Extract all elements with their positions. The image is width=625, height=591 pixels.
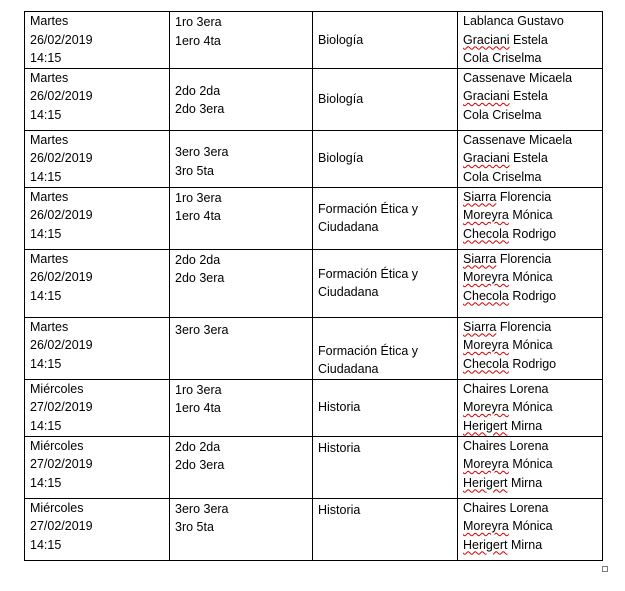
subject-line: Formación Ética y [318,201,419,216]
date-cell [25,187,170,249]
teacher-surname: Moreyra [463,208,509,222]
teacher-name [463,49,602,68]
table-row [25,187,603,249]
teacher-given-name: Mónica [512,338,553,352]
teacher-given-name: Mónica [512,457,553,471]
date-line: 14:15 [30,51,62,65]
subject-line: Biología [318,151,364,166]
teacher-name [463,149,602,168]
course-line: 2do 3era [175,102,225,116]
subject-cell [313,249,458,317]
subject-line: Biología [318,91,364,106]
subject-cell [313,130,458,187]
teacher-given-name: Rodrigo [512,356,557,371]
teacher-given-name: Criselma [492,107,542,122]
teacher-surname: Siarra [463,319,497,334]
teacher-given-name: Mirna [510,418,543,433]
date-cell [25,317,170,379]
table-row [25,436,603,498]
teachers-cell [458,249,603,317]
table-row [25,249,603,317]
teacher-name [463,225,602,244]
subject-cell [313,12,458,69]
teacher-name [463,250,602,269]
table-resize-handle[interactable] [602,566,608,572]
courses-cell [170,249,313,317]
date-line: 14:15 [30,226,62,241]
date-line: 14:15 [30,169,62,184]
date-line: 26/02/2019 [30,338,93,352]
teacher-given-name: Lorena [509,381,549,396]
teacher-given-name: Estela [513,89,548,103]
date-line: 26/02/2019 [30,208,93,222]
courses-cell [170,130,313,187]
table-body [25,12,603,561]
teacher-surname: Moreyra [463,338,509,352]
teacher-surname: Cola [463,51,489,65]
teacher-name [463,106,602,125]
subject-cell [313,68,458,130]
teacher-name [463,536,602,555]
teacher-given-name: Criselma [492,169,542,184]
date-cell [25,130,170,187]
teacher-surname: Cola [463,107,489,122]
table-row [25,12,603,69]
date-line: Miércoles [30,438,84,453]
teacher-name [463,268,602,287]
teacher-name [463,87,602,106]
date-cell [25,249,170,317]
table-row [25,68,603,130]
subject-cell [313,436,458,498]
subject-line: Formación Ética y [318,266,419,281]
course-line: 2do 2da [175,252,221,267]
course-line: 2do 2da [175,83,221,98]
course-line: 3ro 5ta [175,163,214,178]
date-line: 14:15 [30,418,62,433]
teacher-name [463,517,602,536]
date-line: 14:15 [30,356,62,371]
date-line: Martes [30,132,69,147]
teacher-given-name: Criselma [492,51,542,65]
date-line: 27/02/2019 [30,457,93,471]
date-line: Martes [30,14,69,28]
teacher-name [463,455,602,474]
date-line: 26/02/2019 [30,32,93,47]
course-line: 1ero 4ta [175,33,221,48]
subject-cell [313,498,458,560]
teacher-name [463,417,602,436]
teacher-given-name: Mirna [510,537,543,552]
course-line: 1ro 3era [175,382,222,397]
courses-cell [170,436,313,498]
teacher-given-name: Gustavo [517,14,564,28]
subject-cell [313,317,458,379]
date-line: Martes [30,251,69,266]
subject-line: Formación Ética y [318,343,419,358]
courses-cell [170,379,313,436]
teachers-cell [458,12,603,69]
teacher-name [463,355,602,374]
courses-cell [170,68,313,130]
date-line: Martes [30,189,69,204]
date-line: 26/02/2019 [30,89,93,103]
teacher-given-name: Mónica [512,519,553,533]
teacher-given-name: Estela [513,151,548,165]
teacher-name [463,336,602,355]
teachers-cell [458,68,603,130]
course-line: 2do 3era [175,271,225,285]
teacher-surname: Moreyra [463,457,509,471]
teacher-name [463,474,602,493]
subject-line: Historia [318,502,361,517]
date-line: Martes [30,319,69,334]
teacher-surname: Siarra [463,251,497,266]
teacher-name [463,398,602,417]
teacher-name [463,437,602,456]
date-line: 14:15 [30,475,62,490]
teacher-surname: Herigert [463,537,508,552]
course-line: 1ro 3era [175,15,222,29]
subject-line: Ciudadana [318,220,379,234]
date-cell [25,498,170,560]
exam-schedule-table [24,11,603,561]
teacher-surname: Lablanca [463,14,514,28]
course-line: 1ro 3era [175,190,222,205]
teachers-cell [458,379,603,436]
date-cell [25,12,170,69]
teacher-surname: Graciani [463,89,510,103]
teacher-surname: Checola [463,356,509,371]
teacher-surname: Moreyra [463,270,509,284]
table-row [25,317,603,379]
courses-cell [170,317,313,379]
date-line: 27/02/2019 [30,519,93,533]
course-line: 2do 2da [175,439,221,454]
teacher-surname: Cassenave [463,132,526,147]
teacher-given-name: Lorena [509,438,549,453]
teacher-name [463,318,602,337]
teacher-name [463,12,602,31]
teacher-surname: Checola [463,226,509,241]
date-line: 14:15 [30,107,62,122]
subject-cell [313,379,458,436]
teachers-cell [458,436,603,498]
courses-cell [170,498,313,560]
teacher-given-name: Florencia [499,189,552,204]
teacher-name [463,380,602,399]
course-line: 3ero 3era [175,145,229,159]
teacher-given-name: Lorena [509,500,549,515]
date-line: 26/02/2019 [30,270,93,284]
teachers-cell [458,187,603,249]
teacher-name [463,168,602,187]
subject-cell [313,187,458,249]
teacher-surname: Graciani [463,151,510,165]
date-line: 14:15 [30,288,62,303]
date-line: 14:15 [30,537,62,552]
teachers-cell [458,498,603,560]
teacher-given-name: Rodrigo [512,226,557,241]
teacher-surname: Cassenave [463,70,526,85]
date-cell [25,436,170,498]
date-cell [25,379,170,436]
date-line: Miércoles [30,500,84,515]
teachers-cell [458,130,603,187]
teacher-given-name: Mónica [512,400,553,414]
teacher-surname: Chaires [463,438,510,453]
subject-line: Ciudadana [318,362,379,376]
teacher-surname: Chaires [463,500,510,515]
table-row [25,498,603,560]
teacher-surname: Cola [463,169,489,184]
teacher-name [463,206,602,225]
teachers-cell [458,317,603,379]
date-line: 26/02/2019 [30,151,93,165]
teacher-given-name: Estela [513,32,548,47]
subject-line: Ciudadana [318,285,379,299]
course-line: 1ero 4ta [175,401,221,415]
teacher-name [463,499,602,518]
teacher-name [463,188,602,207]
teacher-given-name: Florencia [499,319,552,334]
teacher-name [463,31,602,50]
course-line: 1ero 4ta [175,209,221,223]
course-line: 3ro 5ta [175,520,214,534]
subject-line: Historia [318,400,361,415]
date-line: 27/02/2019 [30,400,93,414]
teacher-name [463,69,602,88]
course-line: 3ero 3era [175,501,229,516]
teacher-name [463,131,602,150]
date-line: Miércoles [30,381,84,396]
teacher-given-name: Mónica [512,208,553,222]
teacher-surname: Moreyra [463,400,509,414]
teacher-given-name: Micaela [529,132,573,147]
teacher-surname: Moreyra [463,519,509,533]
teacher-surname: Herigert [463,475,508,490]
course-line: 2do 3era [175,458,225,472]
table-row [25,379,603,436]
teacher-given-name: Rodrigo [512,288,557,303]
courses-cell [170,12,313,69]
subject-line: Biología [318,32,364,47]
course-line: 3ero 3era [175,322,229,337]
date-cell [25,68,170,130]
teacher-surname: Graciani [463,32,510,47]
teacher-given-name: Micaela [529,70,573,85]
teacher-surname: Herigert [463,418,508,433]
teacher-surname: Siarra [463,189,497,204]
teacher-name [463,287,602,306]
courses-cell [170,187,313,249]
subject-line: Historia [318,440,361,455]
table-row [25,130,603,187]
teacher-surname: Chaires [463,381,510,396]
teacher-surname: Checola [463,288,509,303]
teacher-given-name: Mónica [512,270,553,284]
teacher-given-name: Florencia [499,251,552,266]
teacher-given-name: Mirna [510,475,543,490]
date-line: Martes [30,70,69,85]
